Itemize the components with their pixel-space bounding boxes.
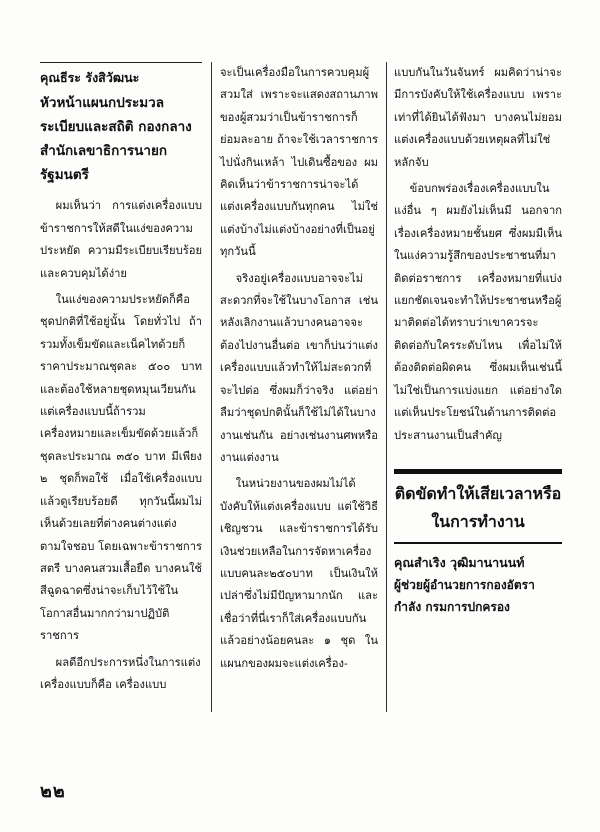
column-divider: [211, 62, 212, 712]
paragraph: จะเป็นเครื่องมือในการควบคุมผู้สวมใส่ เพราะจะแสดงสถานภาพของผู้สวมว่าเป็นข้าราชการก็ย่อมละอาย ถ้าจะใช้เวลาราชการไปนั่งกินเหล้า ไปเดินซื้อของ ผมคิดเห็นว่าข้าราชการน่าจะได้แต่งเครื่องแบบกันทุกคน ไม่ใช่แต่งบ้างไม่แต่งบ้างอย่างที่เป็นอยู่ทุกวันนี้: [220, 66, 378, 259]
article-2-header: [394, 469, 562, 544]
author-position-line-1: ผู้ช่วยผู้อำนวยการกองอัตรา: [394, 578, 535, 593]
column-3: [394, 62, 562, 618]
paragraph: แบบกันในวันจันทร์ ผมคิดว่าน่าจะมีการบังคับให้ใช้เครื่องแบบ เพราะเท่าที่ได้ยินได้ฟังมา บางคนไม่ยอมแต่งเครื่องแบบด้วยเหตุผลที่ไม่ใช่หลักจับ: [394, 66, 562, 169]
author-position-line-2: กำลัง กรมการปกครอง: [394, 600, 510, 615]
column-1: [40, 62, 202, 700]
article-2-title-line-1: ติดขัดทำให้เสียเวลาหรือ: [394, 483, 562, 503]
author-name: คุณธีระ รังสิวัฒนะ: [40, 70, 140, 85]
paragraph: จริงอยู่เครื่องแบบอาจจะไม่สะดวกที่จะใช้ในบางโอกาส เช่นหลังเลิกงานแล้วบางคนอาจจะต้องไปงานอื่นต่อ เขาก็บ่นว่าแต่งเครื่องแบบแล้วทำให้ไม่สะดวกที่จะไปต่อ ซึ่งผมก็ว่าจริง แต่อย่าลืมว่าชุดปกตินั้นก็ใช้ไม่ได้ในบางงานเช่นกัน อย่างเช่นงานศพหรืองานแต่งงาน: [220, 271, 378, 464]
paragraph: ผมเห็นว่า การแต่งเครื่องแบบข้าราชการให้สดีในแง่ของความประหยัด ความมีระเบียบเรียบร้อย และควบคุมได้ง่าย: [40, 199, 202, 280]
paragraph: ข้อบกพร่องเรื่องเครื่องแบบในแง่อื่น ๆ ผมยังไม่เห็นมี นอกจากเรื่องเครื่องหมายชั้นยศ ซึ่งผมมีเห็นในแง่ความรู้สึกของประชาชนที่มาติดต่อราชการ เครื่องหมายที่แบ่งแยกชัดเจนจะทำให้ประชาชนหรือผู้มาติดต่อได้ทราบว่าเขาควรจะติดต่อกับใครระดับไหน เพื่อไม่ให้ต้องติดต่อผิดคน ซึ่งผมเห็นเช่นนี้ไม่ใช่เป็นการแบ่งแยก แต่อย่างใด แต่เห็นประโยชน์ในด้านการติดต่อประสานงานเป็นสำคัญ: [394, 182, 562, 442]
column-divider: [386, 62, 387, 712]
header-rule: [40, 62, 202, 63]
title-rule: [394, 542, 562, 544]
column-2: [220, 62, 378, 679]
article-2-title-line-2: ในการทำงาน: [431, 511, 525, 531]
author-position: หัวหน้าแผนกประมวลระเบียบและสถิติ กองกลาง สำนักเลขาธิการนายกรัฐมนตรี: [40, 95, 192, 184]
paragraph: ผลดีอีกประการหนึ่งในการแต่งเครื่องแบบก็คือ เครื่องแบบ: [40, 655, 201, 691]
paragraph: ในแง่ของความประหยัดก็คือ ชุดปกติที่ใช้อยู่นั้น โดยทั่วไป ถ้ารวมทั้งเข็มขัดและเน็คไทด้วยก็ราคาประมาณชุดละ ๕๐๐ บาท และต้องใช้หลายชุดหมุนเวียนกัน แต่เครื่องแบบนี้ถ้ารวมเครื่องหมายและเข็มขัดด้วยแล้วก็ชุดละประมาณ ๓๕๐ บาท มีเพียง ๒ ชุดก็พอใช้ เมื่อใช้เครื่องแบบแล้วดูเรียบร้อยดี ทุกวันนี้ผมไม่เห็นด้วยเลยที่ต่างคนต่างแต่งตามใจชอบ โดยเฉพาะข้าราชการสตรี บางคนสวมเสื้อยืด บางคนใช้สีฉูดฉาดซึ่งน่าจะเก็บไว้ใช้ในโอกาสอื่นมากกว่ามาปฏิบัติราชการ: [40, 293, 202, 643]
paragraph: ในหน่วยงานของผมไม่ได้บังคับให้แต่งเครื่องแบบ แต่ใช้วิธีเชิญชวน และข้าราชการได้รับเงินช่วยเหลือในการจัดหาเครื่องแบบคนละ๒๕๐บาท เป็นเงินให้เปล่าซึ่งไม่มีปัญหามากนัก และเชื่อว่าที่นี่เราก็ใส่เครื่องแบบกันแล้วอย่างน้อยคนละ ๑ ชุด ในแผนกของผมจะแต่งเครื่อง-: [220, 477, 378, 670]
author-name: คุณสำเริง วุฒิมานานนท์: [394, 554, 525, 570]
page-number: ๒๒: [40, 781, 66, 802]
